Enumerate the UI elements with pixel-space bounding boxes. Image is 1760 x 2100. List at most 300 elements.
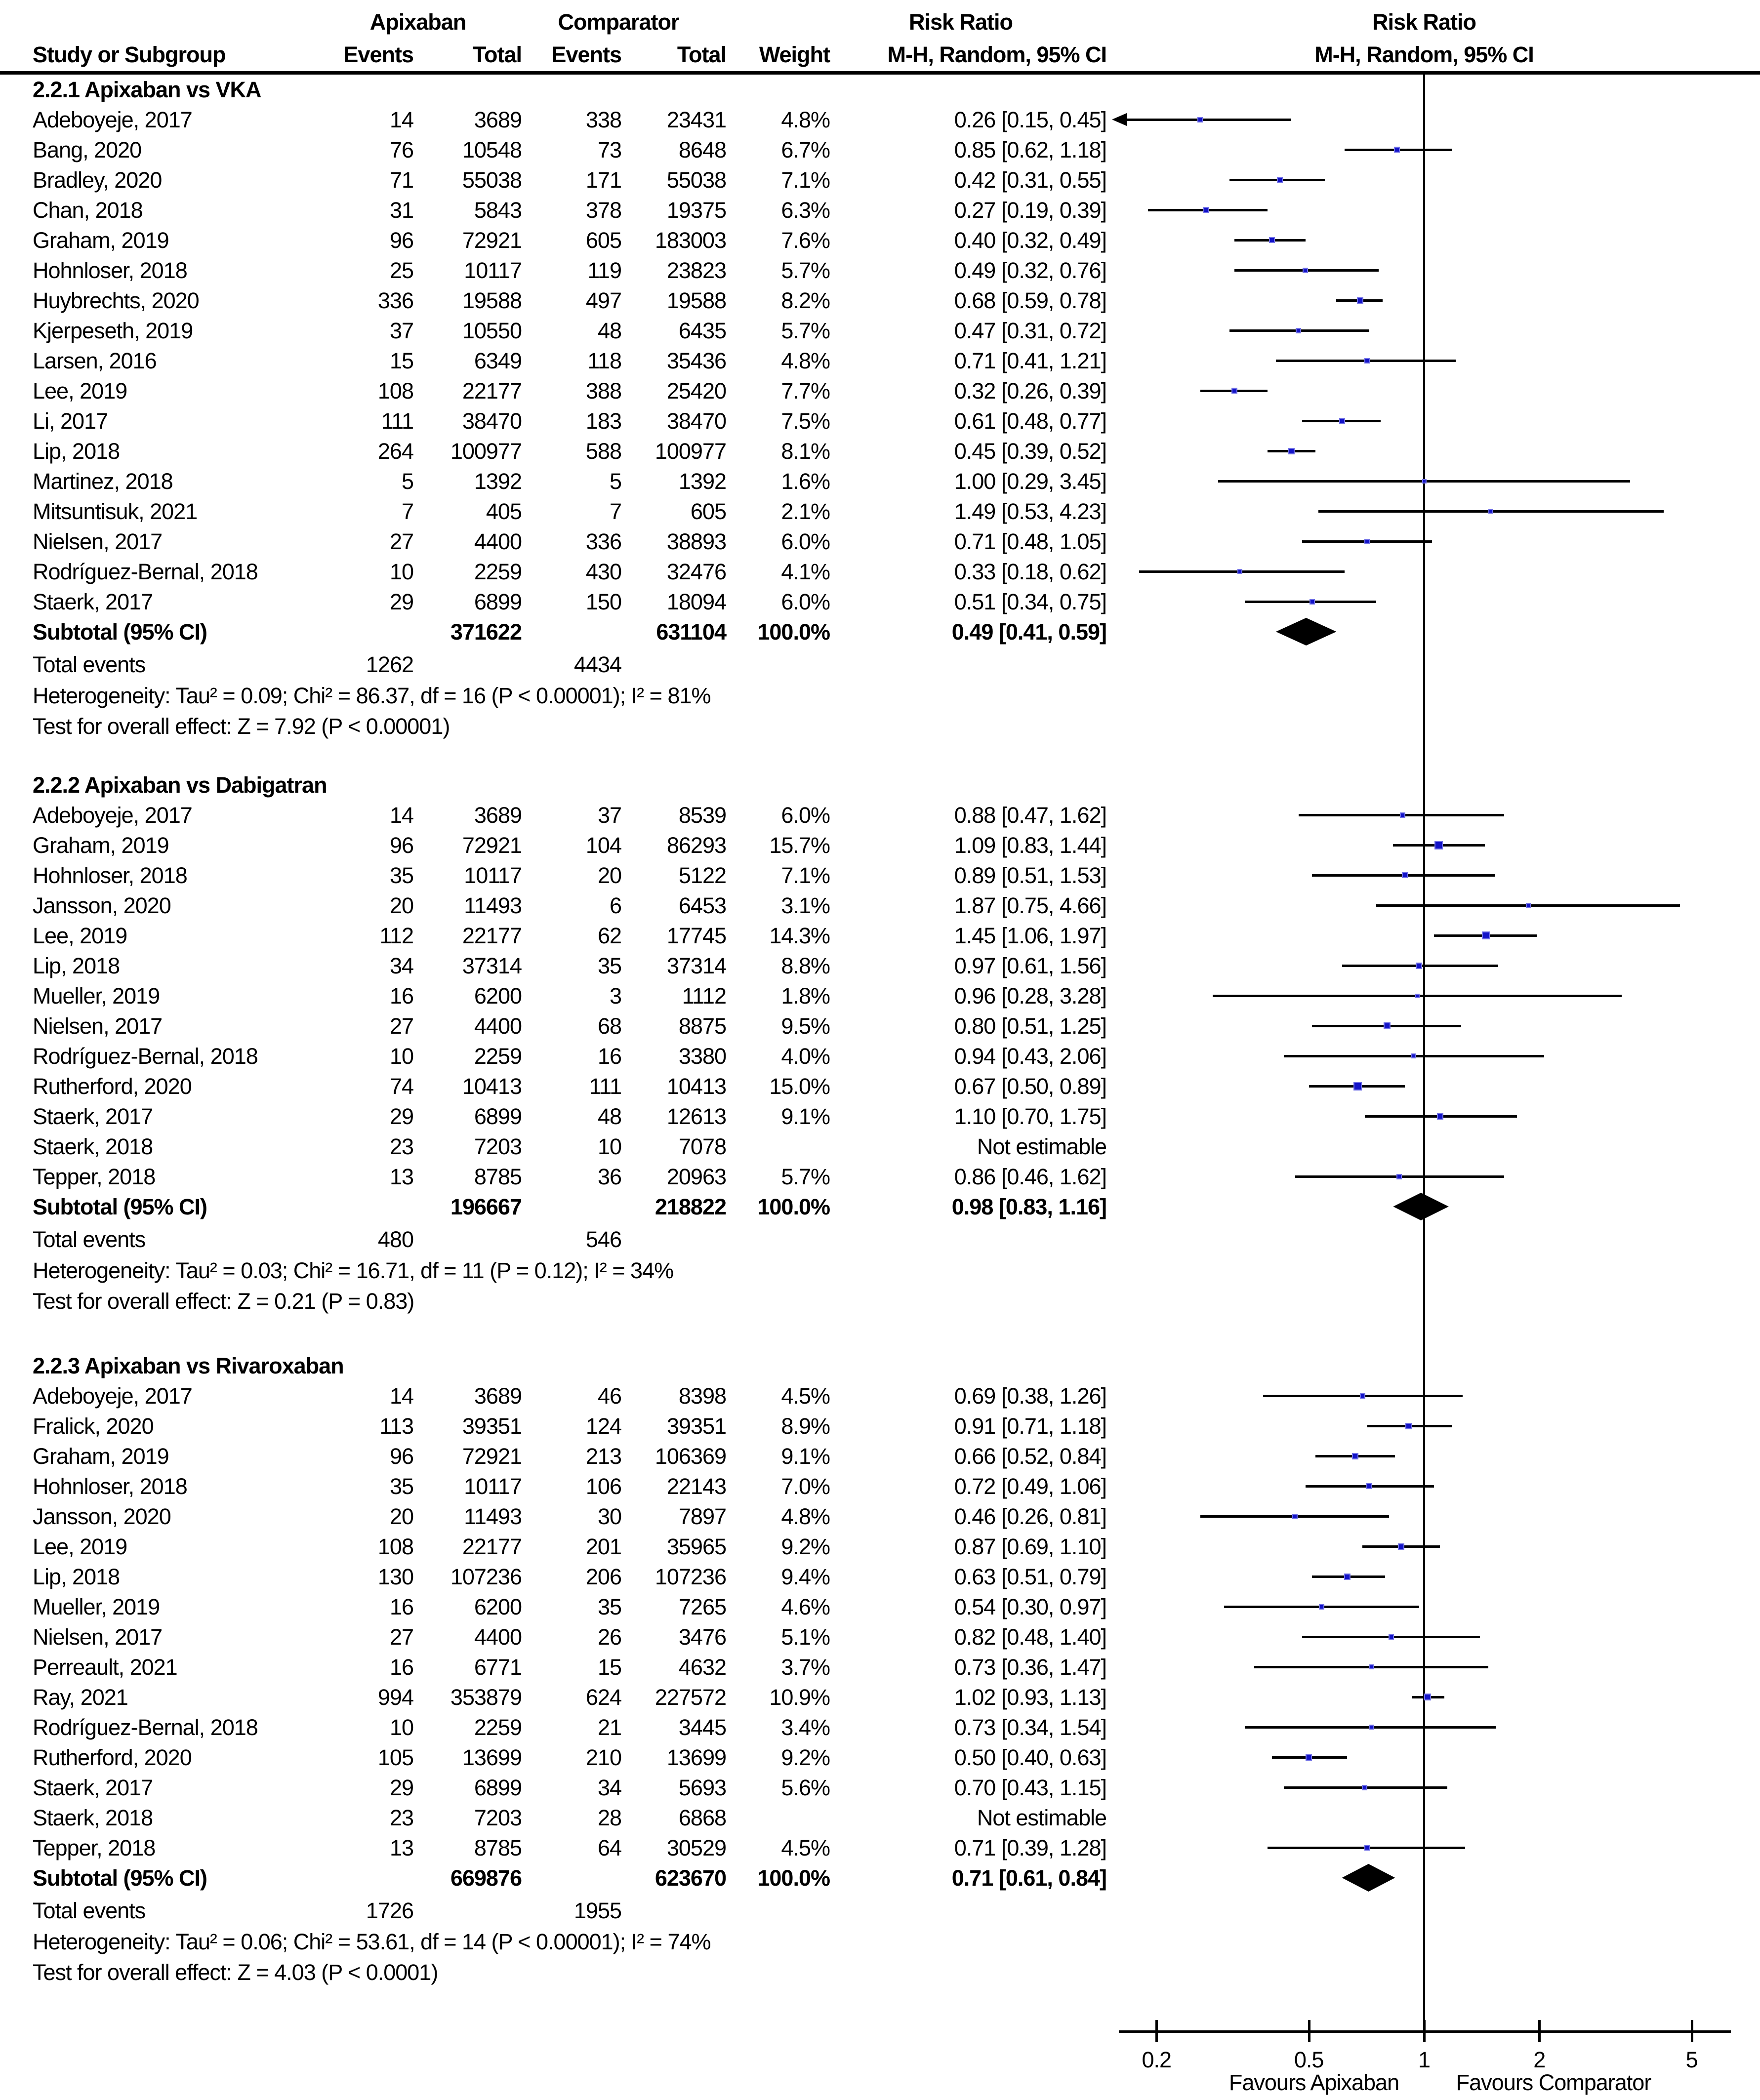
comparator-events: 430 <box>585 559 621 584</box>
apixaban-events: 112 <box>379 923 413 948</box>
apixaban-total: 37314 <box>462 953 522 978</box>
risk-ratio-text: 1.09 [0.83, 1.44] <box>954 833 1106 858</box>
study-name: Lip, 2018 <box>33 1564 120 1589</box>
comparator-total: 17745 <box>666 923 726 948</box>
comparator-events: 35 <box>597 1594 621 1619</box>
effect-square <box>1231 388 1237 394</box>
apixaban-total: 19588 <box>462 288 522 313</box>
risk-ratio-text: 0.85 [0.62, 1.18] <box>954 137 1106 162</box>
apixaban-total: 3689 <box>474 107 522 132</box>
apixaban-total: 10413 <box>462 1074 522 1099</box>
axis-tick-label: 1 <box>1418 2047 1431 2072</box>
comparator-total: 8539 <box>678 803 726 828</box>
study-name: Graham, 2019 <box>33 228 169 253</box>
apixaban-total: 7203 <box>474 1805 522 1830</box>
subtotal-diamond <box>1342 1864 1395 1892</box>
risk-ratio-text: 0.54 [0.30, 0.97] <box>954 1594 1106 1619</box>
study-name: Rodríguez-Bernal, 2018 <box>33 559 258 584</box>
study-name: Larsen, 2016 <box>33 348 157 373</box>
axis-tick <box>1691 2020 1693 2042</box>
group2-header: Comparator <box>558 9 679 35</box>
apixaban-total: 107236 <box>450 1564 522 1589</box>
apixaban-events: 27 <box>389 1013 413 1039</box>
study-name: Staerk, 2017 <box>33 1775 153 1800</box>
comparator-events: 119 <box>587 258 621 283</box>
apixaban-total: 6349 <box>474 348 522 373</box>
comparator-events: 624 <box>585 1685 621 1710</box>
comparator-events: 20 <box>597 863 621 888</box>
weight: 8.1% <box>781 439 830 464</box>
comparator-total: 106369 <box>655 1444 726 1469</box>
study-name: Rutherford, 2020 <box>33 1745 192 1770</box>
apixaban-events: 10 <box>389 1044 413 1069</box>
study-name: Lee, 2019 <box>33 923 127 948</box>
comparator-events: 10 <box>597 1134 621 1159</box>
comparator-events: 497 <box>585 288 621 313</box>
weight: 6.0% <box>781 589 830 614</box>
risk-ratio-text: 0.70 [0.43, 1.15] <box>954 1775 1106 1800</box>
study-name: Nielsen, 2017 <box>33 1013 163 1039</box>
subtotal-risk-ratio-text: 0.98 [0.83, 1.16] <box>951 1194 1106 1219</box>
apixaban-total: 13699 <box>462 1745 522 1770</box>
apixaban-total: 39351 <box>462 1413 522 1439</box>
risk-ratio-text: 1.45 [1.06, 1.97] <box>954 923 1106 948</box>
study-name: Adeboyeje, 2017 <box>33 1383 192 1409</box>
effect-square <box>1344 1574 1351 1580</box>
col-total2-header: Total <box>677 42 726 67</box>
risk-ratio-text: 0.96 [0.28, 3.28] <box>954 983 1106 1009</box>
risk-ratio-text: 0.50 [0.40, 0.63] <box>954 1745 1106 1770</box>
apixaban-total: 4400 <box>474 1013 522 1039</box>
comparator-total: 25420 <box>666 378 726 404</box>
effect-square <box>1398 1543 1404 1550</box>
effect-square <box>1482 931 1490 939</box>
comparator-total: 3476 <box>678 1624 726 1650</box>
comparator-events: 336 <box>585 529 621 554</box>
comparator-total: 605 <box>690 499 726 524</box>
weight: 3.7% <box>781 1655 830 1680</box>
comparator-events: 213 <box>585 1444 621 1469</box>
risk-ratio-text: 0.88 [0.47, 1.62] <box>954 803 1106 828</box>
comparator-events: 7 <box>609 499 621 524</box>
risk-ratio-text: 0.86 [0.46, 1.62] <box>954 1164 1106 1189</box>
total-events-apixaban: 1262 <box>366 652 413 677</box>
risk-ratio-text: 0.87 [0.69, 1.10] <box>954 1534 1106 1559</box>
risk-ratio-text: 0.51 [0.34, 0.75] <box>954 589 1106 614</box>
risk-ratio-text: 0.49 [0.32, 0.76] <box>954 258 1106 283</box>
apixaban-events: 16 <box>389 983 413 1009</box>
weight: 4.8% <box>781 1504 830 1529</box>
risk-ratio-text: 0.89 [0.51, 1.53] <box>954 863 1106 888</box>
favours-left-label: Favours Apixaban <box>1228 2070 1399 2095</box>
group1-header: Apixaban <box>369 9 466 35</box>
study-name: Staerk, 2018 <box>33 1134 153 1159</box>
apixaban-events: 105 <box>377 1745 413 1770</box>
study-name: Adeboyeje, 2017 <box>33 803 192 828</box>
comparator-total: 8648 <box>678 137 726 162</box>
comparator-events: 68 <box>597 1013 621 1039</box>
weight: 9.2% <box>781 1745 830 1770</box>
apixaban-total: 2259 <box>474 1715 522 1740</box>
comparator-total: 7265 <box>678 1594 726 1619</box>
study-name: Staerk, 2018 <box>33 1805 153 1830</box>
comparator-events: 210 <box>585 1745 621 1770</box>
weight: 2.1% <box>781 499 830 524</box>
weight: 9.1% <box>781 1444 830 1469</box>
subtotal-apixaban-total: 669876 <box>450 1865 522 1891</box>
comparator-total: 4632 <box>678 1655 726 1680</box>
comparator-events: 3 <box>609 983 621 1009</box>
subtotal-diamond <box>1393 1193 1449 1220</box>
study-name: Bang, 2020 <box>33 137 142 162</box>
subtotal-comparator-total: 218822 <box>655 1194 726 1219</box>
comparator-total: 30529 <box>666 1835 726 1860</box>
risk-ratio-text: 0.42 [0.31, 0.55] <box>954 167 1106 193</box>
col-total1-header: Total <box>472 42 522 67</box>
weight: 5.6% <box>781 1775 830 1800</box>
weight: 15.7% <box>769 833 830 858</box>
comparator-total: 12613 <box>666 1104 726 1129</box>
heterogeneity-text: Heterogeneity: Tau² = 0.03; Chi² = 16.71, df = 11 (P = 0.12); I² = 34% <box>33 1258 674 1283</box>
comparator-total: 35436 <box>666 348 726 373</box>
comparator-total: 7897 <box>678 1504 726 1529</box>
subtotal-apixaban-total: 196667 <box>450 1194 522 1219</box>
effect-square <box>1203 207 1209 213</box>
comparator-total: 183003 <box>655 228 726 253</box>
effect-square <box>1400 812 1405 818</box>
comparator-total: 38893 <box>666 529 726 554</box>
total-events-apixaban: 480 <box>377 1227 413 1252</box>
study-name: Mueller, 2019 <box>33 983 160 1009</box>
comparator-events: 62 <box>597 923 621 948</box>
apixaban-events: 74 <box>389 1074 413 1099</box>
weight: 1.6% <box>781 469 830 494</box>
apixaban-events: 5 <box>401 469 413 494</box>
apixaban-total: 7203 <box>474 1134 522 1159</box>
comparator-total: 5122 <box>678 863 726 888</box>
axis-tick <box>1538 2020 1541 2042</box>
apixaban-events: 7 <box>401 499 413 524</box>
apixaban-events: 994 <box>377 1685 413 1710</box>
risk-ratio-text: 1.00 [0.29, 3.45] <box>954 469 1106 494</box>
comparator-events: 48 <box>597 1104 621 1129</box>
effect-square <box>1364 539 1370 544</box>
effect-square <box>1319 1604 1324 1610</box>
effect-square <box>1488 509 1493 514</box>
comparator-total: 6453 <box>678 893 726 918</box>
comparator-events: 16 <box>597 1044 621 1069</box>
axis-tick-label: 5 <box>1685 2047 1698 2072</box>
apixaban-events: 25 <box>389 258 413 283</box>
weight: 3.1% <box>781 893 830 918</box>
comparator-events: 171 <box>585 167 621 193</box>
weight: 5.1% <box>781 1624 830 1650</box>
section-title: 2.2.3 Apixaban vs Rivaroxaban <box>33 1353 344 1378</box>
weight: 8.8% <box>781 953 830 978</box>
comparator-total: 100977 <box>655 439 726 464</box>
comparator-total: 3380 <box>678 1044 726 1069</box>
effect-square <box>1364 358 1370 363</box>
apixaban-events: 29 <box>389 589 413 614</box>
study-name: Staerk, 2017 <box>33 1104 153 1129</box>
apixaban-events: 10 <box>389 1715 413 1740</box>
comparator-events: 46 <box>597 1383 621 1409</box>
axis-tick <box>1308 2020 1310 2042</box>
study-name: Nielsen, 2017 <box>33 1624 163 1650</box>
apixaban-total: 11493 <box>464 893 522 918</box>
header-rule <box>0 71 1760 75</box>
apixaban-events: 20 <box>389 893 413 918</box>
effect-square <box>1366 1483 1372 1489</box>
axis-tick-label: 0.2 <box>1142 2047 1172 2072</box>
heterogeneity-text: Heterogeneity: Tau² = 0.06; Chi² = 53.61, df = 14 (P < 0.00001); I² = 74% <box>33 1929 711 1954</box>
risk-ratio-text: 0.27 [0.19, 0.39] <box>954 198 1106 223</box>
comparator-total: 1112 <box>682 983 726 1009</box>
comparator-events: 118 <box>587 348 621 373</box>
study-name: Lee, 2019 <box>33 1534 127 1559</box>
effect-header-left: Risk Ratio <box>908 9 1013 35</box>
comparator-events: 338 <box>585 107 621 132</box>
risk-ratio-text: 1.02 [0.93, 1.13] <box>954 1685 1106 1710</box>
weight: 3.4% <box>781 1715 830 1740</box>
effect-square <box>1434 841 1443 849</box>
study-name: Rodríguez-Bernal, 2018 <box>33 1715 258 1740</box>
comparator-events: 6 <box>609 893 621 918</box>
col-weight-header: Weight <box>759 42 830 67</box>
apixaban-total: 4400 <box>474 1624 522 1650</box>
weight: 10.9% <box>769 1685 830 1710</box>
total-events-comparator: 1955 <box>573 1898 621 1923</box>
comparator-events: 5 <box>609 469 621 494</box>
subtotal-comparator-total: 631104 <box>656 619 726 645</box>
comparator-events: 378 <box>585 198 621 223</box>
weight: 5.7% <box>781 318 830 343</box>
apixaban-events: 96 <box>389 833 413 858</box>
weight: 4.1% <box>781 559 830 584</box>
comparator-total: 23823 <box>666 258 726 283</box>
comparator-events: 73 <box>597 137 621 162</box>
apixaban-total: 3689 <box>474 803 522 828</box>
weight: 4.6% <box>781 1594 830 1619</box>
study-name: Rutherford, 2020 <box>33 1074 192 1099</box>
apixaban-events: 16 <box>389 1655 413 1680</box>
comparator-events: 36 <box>597 1164 621 1189</box>
apixaban-events: 76 <box>389 137 413 162</box>
apixaban-total: 11493 <box>464 1504 522 1529</box>
effect-square <box>1369 1725 1374 1730</box>
comparator-total: 32476 <box>666 559 726 584</box>
effect-square <box>1389 1634 1394 1640</box>
weight: 9.4% <box>781 1564 830 1589</box>
total-events-label: Total events <box>33 1227 146 1252</box>
subtotal-label: Subtotal (95% CI) <box>33 619 207 645</box>
axis-tick <box>1155 2020 1158 2042</box>
study-name: Mueller, 2019 <box>33 1594 160 1619</box>
left-arrow-icon <box>1112 113 1127 126</box>
risk-ratio-text: 0.71 [0.41, 1.21] <box>954 348 1106 373</box>
col-ci-header-left: M-H, Random, 95% CI <box>887 42 1106 67</box>
subtotal-comparator-total: 623670 <box>655 1865 726 1891</box>
comparator-events: 21 <box>597 1715 621 1740</box>
comparator-total: 3445 <box>678 1715 726 1740</box>
apixaban-total: 22177 <box>462 1534 522 1559</box>
apixaban-total: 2259 <box>474 559 522 584</box>
weight: 6.7% <box>781 137 830 162</box>
subtotal-label: Subtotal (95% CI) <box>33 1194 207 1219</box>
effect-square <box>1422 479 1427 484</box>
apixaban-events: 29 <box>389 1104 413 1129</box>
total-events-label: Total events <box>33 652 146 677</box>
effect-square <box>1437 1113 1443 1120</box>
comparator-events: 35 <box>597 953 621 978</box>
study-name: Kjerpeseth, 2019 <box>33 318 193 343</box>
comparator-total: 19375 <box>666 198 726 223</box>
apixaban-events: 10 <box>389 559 413 584</box>
weight: 7.1% <box>781 863 830 888</box>
effect-square <box>1384 1022 1391 1029</box>
effect-header-right: Risk Ratio <box>1372 9 1476 35</box>
apixaban-total: 2259 <box>474 1044 522 1069</box>
comparator-events: 201 <box>585 1534 621 1559</box>
comparator-events: 28 <box>597 1805 621 1830</box>
overall-effect-text: Test for overall effect: Z = 4.03 (P < 0.0001) <box>33 1960 438 1985</box>
apixaban-total: 8785 <box>474 1835 522 1860</box>
apixaban-events: 113 <box>379 1413 413 1439</box>
weight: 4.8% <box>781 348 830 373</box>
apixaban-events: 16 <box>389 1594 413 1619</box>
risk-ratio-text: 0.72 [0.49, 1.06] <box>954 1474 1106 1499</box>
effect-square <box>1416 963 1422 969</box>
apixaban-events: 14 <box>389 1383 413 1409</box>
study-name: Tepper, 2018 <box>33 1164 156 1189</box>
effect-square <box>1424 1694 1431 1700</box>
subtotal-weight: 100.0% <box>757 619 830 645</box>
comparator-events: 34 <box>597 1775 621 1800</box>
effect-square <box>1362 1785 1367 1790</box>
apixaban-total: 3689 <box>474 1383 522 1409</box>
risk-ratio-text: 0.26 [0.15, 0.45] <box>954 107 1106 132</box>
risk-ratio-text: Not estimable <box>977 1134 1106 1159</box>
apixaban-events: 130 <box>377 1564 413 1589</box>
study-name: Staerk, 2017 <box>33 589 153 614</box>
comparator-total: 18094 <box>666 589 726 614</box>
effect-square <box>1306 1754 1312 1761</box>
effect-square <box>1303 268 1308 273</box>
study-name: Nielsen, 2017 <box>33 529 163 554</box>
risk-ratio-text: 0.47 [0.31, 0.72] <box>954 318 1106 343</box>
weight: 8.2% <box>781 288 830 313</box>
apixaban-total: 6899 <box>474 589 522 614</box>
risk-ratio-text: 1.49 [0.53, 4.23] <box>954 499 1106 524</box>
effect-square <box>1364 1845 1370 1851</box>
weight: 1.8% <box>781 983 830 1009</box>
risk-ratio-text: 0.45 [0.39, 0.52] <box>954 439 1106 464</box>
col-study-header: Study or Subgroup <box>33 42 226 67</box>
risk-ratio-text: 0.94 [0.43, 2.06] <box>954 1044 1106 1069</box>
comparator-total: 19588 <box>666 288 726 313</box>
apixaban-total: 4400 <box>474 529 522 554</box>
apixaban-total: 10117 <box>464 863 522 888</box>
effect-square <box>1197 117 1203 122</box>
study-name: Tepper, 2018 <box>33 1835 156 1860</box>
risk-ratio-text: 0.46 [0.26, 0.81] <box>954 1504 1106 1529</box>
comparator-total: 10413 <box>666 1074 726 1099</box>
risk-ratio-text: 0.71 [0.39, 1.28] <box>954 1835 1106 1860</box>
weight: 7.1% <box>781 167 830 193</box>
study-name: Hohnloser, 2018 <box>33 863 187 888</box>
weight: 7.5% <box>781 408 830 434</box>
comparator-total: 37314 <box>666 953 726 978</box>
effect-square <box>1360 1393 1365 1399</box>
comparator-events: 104 <box>585 833 621 858</box>
comparator-total: 7078 <box>678 1134 726 1159</box>
risk-ratio-text: 0.73 [0.36, 1.47] <box>954 1655 1106 1680</box>
study-name: Lip, 2018 <box>33 439 120 464</box>
study-name: Huybrechts, 2020 <box>33 288 199 313</box>
effect-square <box>1269 237 1275 243</box>
apixaban-total: 405 <box>486 499 522 524</box>
effect-square <box>1357 297 1363 304</box>
effect-square <box>1310 599 1315 605</box>
apixaban-events: 71 <box>389 167 413 193</box>
weight: 5.7% <box>781 1164 830 1189</box>
apixaban-events: 20 <box>389 1504 413 1529</box>
apixaban-total: 6200 <box>474 983 522 1009</box>
apixaban-events: 108 <box>377 378 413 404</box>
study-name: Chan, 2018 <box>33 198 143 223</box>
comparator-total: 35965 <box>666 1534 726 1559</box>
subtotal-weight: 100.0% <box>757 1194 830 1219</box>
heterogeneity-text: Heterogeneity: Tau² = 0.09; Chi² = 86.37, df = 16 (P < 0.00001); I² = 81% <box>33 683 711 708</box>
subtotal-risk-ratio-text: 0.71 [0.61, 0.84] <box>951 1865 1106 1891</box>
risk-ratio-text: 0.69 [0.38, 1.26] <box>954 1383 1106 1409</box>
apixaban-total: 5843 <box>474 198 522 223</box>
study-name: Lee, 2019 <box>33 378 127 404</box>
apixaban-total: 10548 <box>462 137 522 162</box>
col-events1-header: Events <box>343 42 413 67</box>
comparator-events: 588 <box>585 439 621 464</box>
favours-right-label: Favours Comparator <box>1456 2070 1651 2095</box>
weight: 9.2% <box>781 1534 830 1559</box>
effect-square <box>1352 1453 1358 1459</box>
effect-square <box>1339 418 1345 424</box>
apixaban-events: 14 <box>389 803 413 828</box>
subtotal-weight: 100.0% <box>757 1865 830 1891</box>
risk-ratio-text: 0.97 [0.61, 1.56] <box>954 953 1106 978</box>
weight: 7.0% <box>781 1474 830 1499</box>
apixaban-total: 10550 <box>462 318 522 343</box>
apixaban-total: 1392 <box>474 469 522 494</box>
risk-ratio-text: 0.67 [0.50, 0.89] <box>954 1074 1106 1099</box>
weight: 4.5% <box>781 1835 830 1860</box>
apixaban-events: 35 <box>389 863 413 888</box>
study-name: Hohnloser, 2018 <box>33 1474 187 1499</box>
comparator-total: 23431 <box>666 107 726 132</box>
effect-square <box>1526 903 1531 908</box>
weight: 9.5% <box>781 1013 830 1039</box>
apixaban-events: 111 <box>381 408 413 434</box>
risk-ratio-text: Not estimable <box>977 1805 1106 1830</box>
apixaban-total: 55038 <box>462 167 522 193</box>
weight: 4.0% <box>781 1044 830 1069</box>
risk-ratio-text: 0.33 [0.18, 0.62] <box>954 559 1106 584</box>
apixaban-total: 10117 <box>464 258 522 283</box>
comparator-events: 48 <box>597 318 621 343</box>
effect-square <box>1237 569 1242 574</box>
col-events2-header: Events <box>551 42 621 67</box>
apixaban-total: 6899 <box>474 1775 522 1800</box>
comparator-events: 30 <box>597 1504 621 1529</box>
